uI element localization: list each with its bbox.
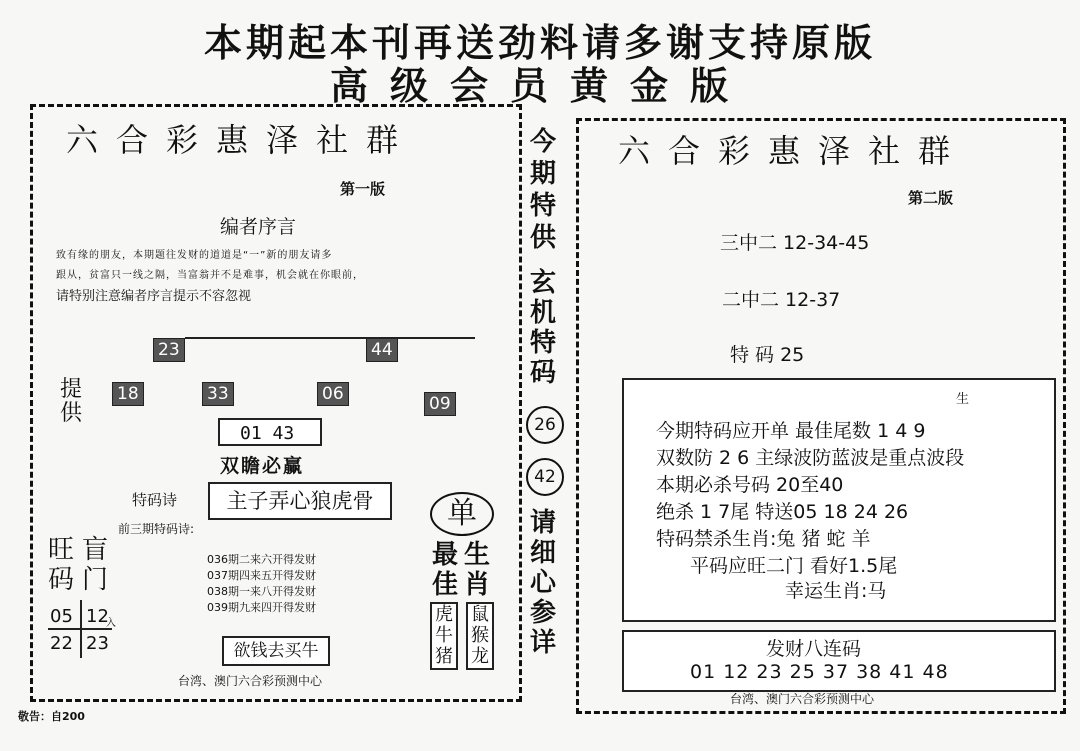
mang-label: 盲门 [82,535,109,595]
middle-circle-number: 26 [526,406,564,444]
prev-line: 037期四来五开得发财 [207,569,316,582]
box-numbers: 01 43 [218,418,322,446]
header-line2: 高级会员黄金版 [329,63,750,108]
bottom-note: 敬告：自200 [18,710,85,723]
prev-line: 039期九来四开得发财 [207,601,316,614]
wang-number: 22 [50,633,73,654]
wang-number: 05 [50,606,73,627]
middle-circle-number: 42 [526,458,564,496]
mang-mark: 入 [106,618,116,629]
middle-text-3: 请细心参详 [530,508,557,658]
provide-number: 06 [317,382,349,406]
shengxiao-label: 生肖 [464,540,491,600]
prev-label: 前三期特码诗: [118,522,195,536]
top-number: 44 [366,338,398,362]
erzhong-line: 二中二 12-37 [722,289,841,311]
preface-title: 编者序言 [220,216,297,238]
poem-label: 特码诗 [132,491,178,509]
right-panel-title: 六合彩惠泽社群 [618,132,969,170]
wang-label: 旺码 [48,535,75,595]
provide-number: 09 [424,392,456,416]
info-line: 本期必杀号码 20至40 [656,474,844,496]
preface-text1: 致有缘的朋友，本期题往发财的道道是“一”新的朋友请多 [56,250,333,261]
provide-label: 提供 [60,377,83,426]
provide-number: 33 [202,382,234,406]
info-line: 绝杀 1 7尾 特送05 18 24 26 [656,501,909,523]
poem-box: 主子弄心狼虎骨 [208,482,392,520]
left-panel-title: 六合彩惠泽社群 [66,121,417,159]
left-footer: 台湾、澳门六合彩预测中心 [178,674,323,688]
corner-char: 生 [956,392,970,407]
top-number: 23 [153,338,185,362]
info-line: 特码禁杀生肖:兔 猪 蛇 羊 [656,528,871,550]
facai-numbers: 01 12 23 25 37 38 41 48 [690,661,949,683]
info-line: 幸运生肖:马 [785,580,887,602]
prev-line: 038期一来八开得发财 [207,585,316,598]
left-edition: 第一版 [340,180,386,198]
facai-title: 发财八连码 [766,638,862,660]
shuang-zhan: 双瞻必赢 [220,455,305,477]
slogan-box: 欲钱去买牛 [222,636,330,666]
zuijia-label: 最佳 [432,540,459,600]
right-edition: 第二版 [908,189,954,207]
mang-number: 12 [86,606,109,627]
dan-oval: 单 [430,492,494,536]
middle-text-2: 玄机特码 [530,268,557,388]
middle-text-1: 今期特供 [530,127,557,253]
info-line: 平码应旺二门 看好1.5尾 [690,555,898,577]
info-line: 今期特码应开单 最佳尾数 1 4 9 [656,420,926,442]
preface-note: 请特别注意编者序言提示不容忽视 [56,289,252,304]
top-line [185,337,475,339]
provide-number: 18 [112,382,144,406]
animals-box-2: 鼠猴龙 [466,602,494,670]
header-line1: 本期起本刊再送劲料请多谢支持原版 [203,20,876,65]
animals-box-1: 虎牛猪 [430,602,458,670]
wang-mang-hline [48,628,112,630]
mang-number: 23 [86,633,109,654]
info-line: 双数防 2 6 主绿波防蓝波是重点波段 [656,447,965,469]
sanzhong-line: 三中二 12-34-45 [720,232,870,254]
tema-line: 特 码 25 [730,344,805,366]
right-footer: 台湾、澳门六合彩预测中心 [730,692,875,706]
preface-text2: 跟从，贫富只一线之隔，当富翁并不是难事，机会就在你眼前， [56,270,364,281]
prev-line: 036期二来六开得发财 [207,553,316,566]
